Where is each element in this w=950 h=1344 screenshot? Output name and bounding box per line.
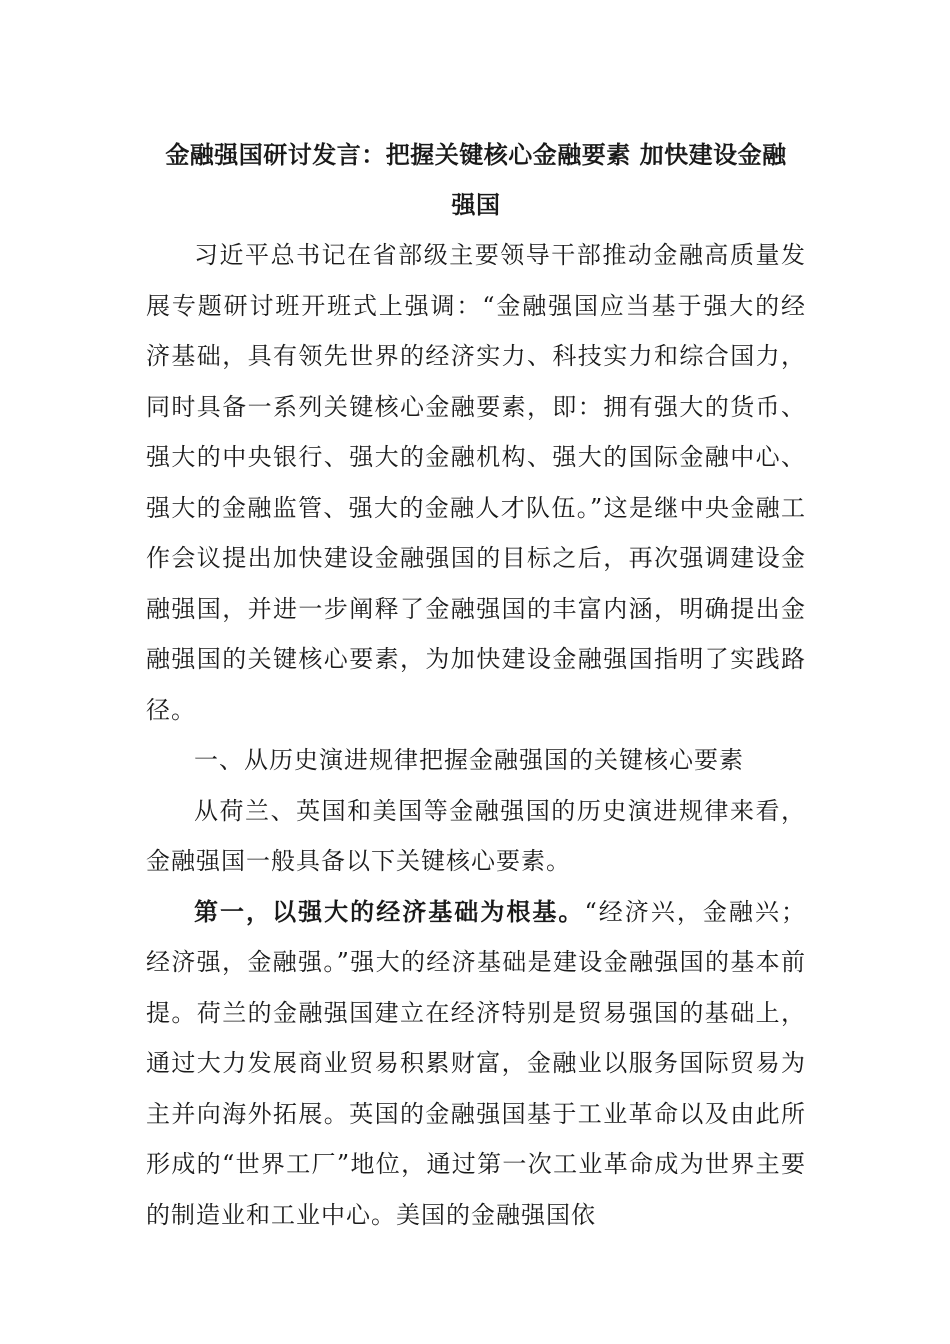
document-title (146, 130, 806, 230)
title-line-1: 金融强国研讨发言：把握关键核心金融要素 加快建设金融 (165, 141, 787, 169)
point-one-lead: 第一，以强大的经济基础为根基。 (194, 897, 585, 926)
document-page (146, 130, 806, 1240)
point-one-paragraph (146, 887, 806, 1241)
title-line-2: 强国 (451, 191, 501, 219)
intro-paragraph: 习近平总书记在省部级主要领导干部推动金融高质量发展专题研讨班开班式上强调：“金融强国应当基于强大的经济基础，具有领先世界的经济实力、科技实力和综合国力，同时具备一系列关键核心金融要素，即：拥有强大的货币、强大的中央银行、强大的金融机构、强大的国际金融中心、强大的金融监管、强大的金融人才队伍。”这是继中央金融工作会议提出加快建设金融强国的目标之后，再次强调建设金融强国，并进一步阐释了金融强国的丰富内涵，明确提出金融强国的关键核心要素，为加快建设金融强国指明了实践路径。 (146, 241, 806, 724)
point-one-body: “经济兴，金融兴；经济强，金融强。”强大的经济基础是建设金融强国的基本前提。荷兰的金融强国建立在经济特别是贸易强国的基础上，通过大力发展商业贸易积累财富，金融业以服务国际贸易为主并向海外拓展。英国的金融强国基于工业革命以及由此所形成的“世界工厂”地位，通过第一次工业革命成为世界主要的制造业和工业中心。美国的金融强国依 (146, 897, 806, 1229)
section-heading: 一、从历史演进规律把握金融强国的关键核心要素 (194, 746, 744, 774)
section-intro-paragraph: 从荷兰、英国和美国等金融强国的历史演进规律来看，金融强国一般具备以下关键核心要素。 (146, 796, 806, 875)
